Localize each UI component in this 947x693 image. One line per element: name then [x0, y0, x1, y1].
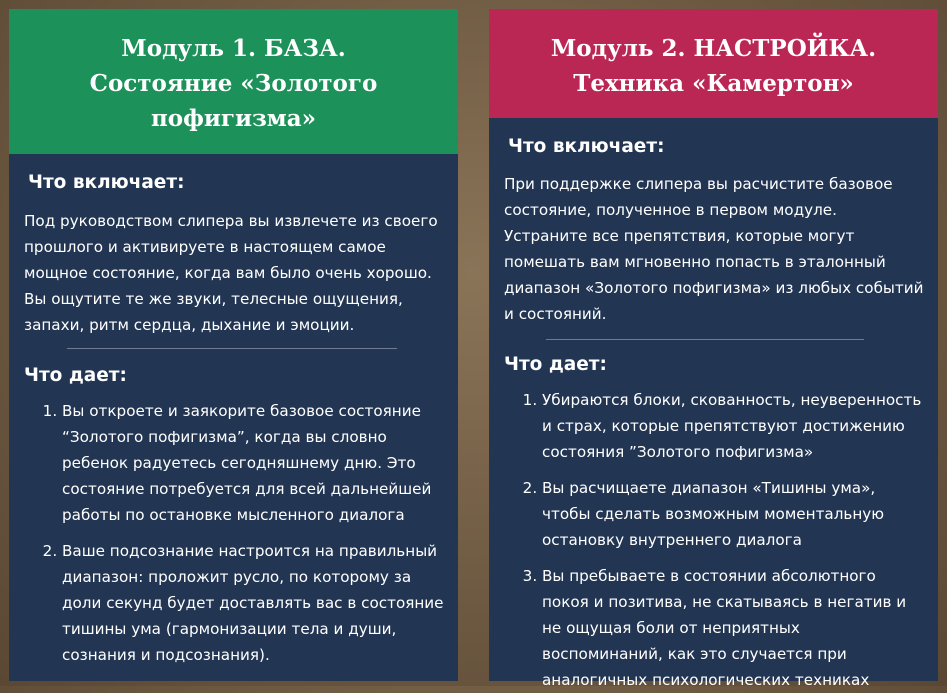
- list-item: 1. Вы откроете и заякорите базовое состояние “Золотого пофигизма”, когда вы словно ребенок радуетесь сегодняшнему дню. Это состояние потребуется для всей дальнейшей работы по остановке мысленного диалога: [62, 398, 444, 528]
- module-1-gives-heading: Что дает:: [24, 365, 127, 386]
- module-1-includes-heading: Что включает:: [28, 172, 185, 193]
- list-item: 3. Вы пребываете в состоянии абсолютного покоя и позитива, не скатываясь в негатив и не ощущая боли от неприятных воспоминаний, как это случается при аналогичных психологических техниках: [542, 563, 924, 693]
- module-1-title-line-1: Модуль 1. БАЗА.: [121, 35, 346, 62]
- module-2-title-line-1: Модуль 2. НАСТРОЙКА.: [550, 35, 877, 62]
- module-2-card: [489, 9, 938, 689]
- module-2-divider: [546, 339, 864, 340]
- module-1-includes-text: Под руководством слипера вы извлечете из своего прошлого и активируете в настоящем самое мощное состояние, когда вам было очень хорошо. Вы ощутите те же звуки, телесные ощущения, запахи, ритм сердца, дыхание и эмоции.: [24, 212, 438, 334]
- module-1-title-line-2: Состояние «Золотого: [89, 70, 378, 97]
- module-1-title-line-3: пофигизма»: [150, 105, 317, 132]
- list-item: 2. Ваше подсознание настроится на правильный диапазон: проложит русло, по которому за доли секунд будет доставлять вас в состояние тишины ума (гармонизации тела и души, сознания и подсознания).: [62, 538, 444, 668]
- list-item: 1. Убираются блоки, скованность, неуверенность и страх, которые препятствуют достижению состояния ”Золотого пофигизма»: [542, 387, 924, 465]
- module-1-card: [9, 9, 458, 681]
- module-2-title: [489, 9, 938, 118]
- list-item: 2. Вы расчищаете диапазон «Тишины ума», чтобы сделать возможным моментальную остановку внутреннего диалога: [542, 475, 924, 553]
- module-1-gives-list: [24, 398, 444, 668]
- module-1-divider: [67, 348, 397, 349]
- module-2-title-line-2: Техника «Камертон»: [573, 70, 854, 97]
- module-2-gives-list: [504, 387, 924, 693]
- module-2-includes-text: При поддержке слипера вы расчистите базовое состояние, полученное в первом модуле. Устраните все препятствия, которые могут помешать вам мгновенно попасть в эталонный диапазон «Золотого пофигизма» из любых событий и состояний.: [504, 175, 924, 323]
- module-2-gives-heading: Что дает:: [504, 354, 607, 375]
- module-1-title: [9, 9, 458, 154]
- module-2-includes-heading: Что включает:: [508, 136, 665, 157]
